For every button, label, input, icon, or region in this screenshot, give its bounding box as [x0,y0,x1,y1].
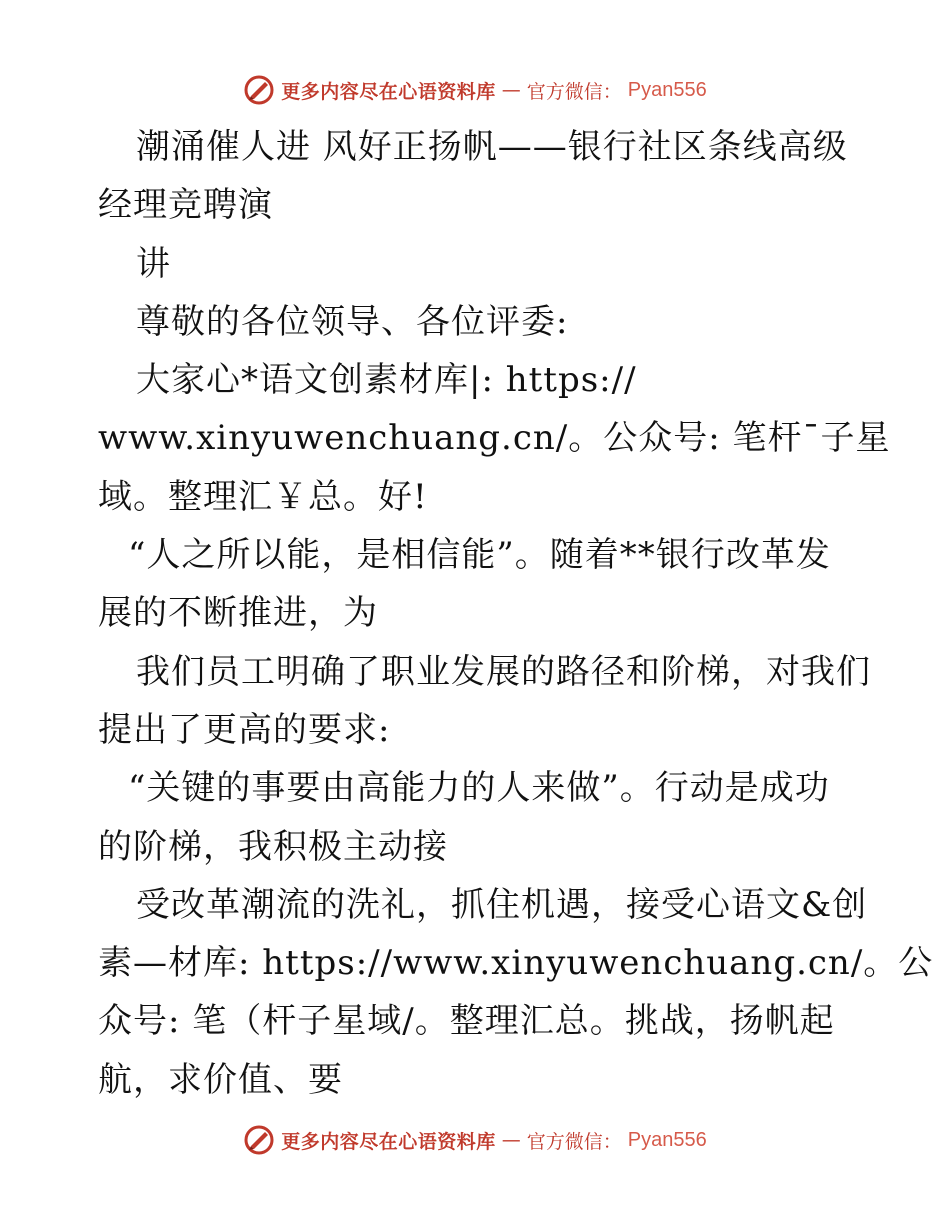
header-banner [0,70,950,110]
paragraph-line: 众号: 笔（杆子星域/。整理汇总。挑战，扬帆起 [98,1001,835,1042]
paragraph-line: 域。整理汇￥总。好! [98,476,428,517]
paragraph-line: 提出了更高的要求: [98,709,391,750]
title-line-3: 讲 [136,243,171,284]
document-body [98,118,934,1109]
title-line-1: 潮涌催人进 风好正扬帆——银行社区条线高级 [136,127,848,167]
paragraph-line: 大家心*语文创素材库|: https:// [136,360,637,401]
banner-wechat-label: 官方微信： [526,80,622,103]
banner-main-text: 更多内容尽在心语资料库 [281,1130,496,1153]
paragraph-line: “关键的事要由高能力的人来做”。行动是成功 [128,768,830,809]
banner-wechat-id: Pyan556 [627,1128,707,1151]
title-line-2: 经理竞聘演 [98,185,273,226]
banner-wechat-label: 官方微信： [526,1130,622,1153]
banner-wechat-id: Pyan556 [627,78,707,101]
banner-dash: — [501,1129,521,1151]
paragraph-line: 我们员工明确了职业发展的路径和阶梯，对我们 [136,651,871,692]
logo-icon [243,74,275,106]
paragraph-line: 航，求价值、要 [98,1059,343,1100]
banner-content [243,74,707,106]
paragraph-line: 展的不断推进，为 [98,593,378,634]
footer-banner [0,1120,950,1160]
paragraph-line: 素—材库: https://www.xinyuwenchuang.cn/。公 [98,943,934,984]
banner-content [243,1124,707,1156]
banner-dash: — [501,79,521,101]
paragraph-line: “人之所以能，是相信能”。随着**银行改革发 [128,535,831,576]
salutation: 尊敬的各位领导、各位评委: [136,301,569,342]
logo-icon [243,1124,275,1156]
banner-main-text: 更多内容尽在心语资料库 [281,80,496,103]
paragraph-line: 的阶梯，我积极主动接 [98,826,448,867]
paragraph-line: 受改革潮流的洗礼，抓住机遇，接受心语文&创 [136,884,868,925]
paragraph-line: www.xinyuwenchuang.cn/。公众号: 笔杆¯子星 [98,418,891,459]
